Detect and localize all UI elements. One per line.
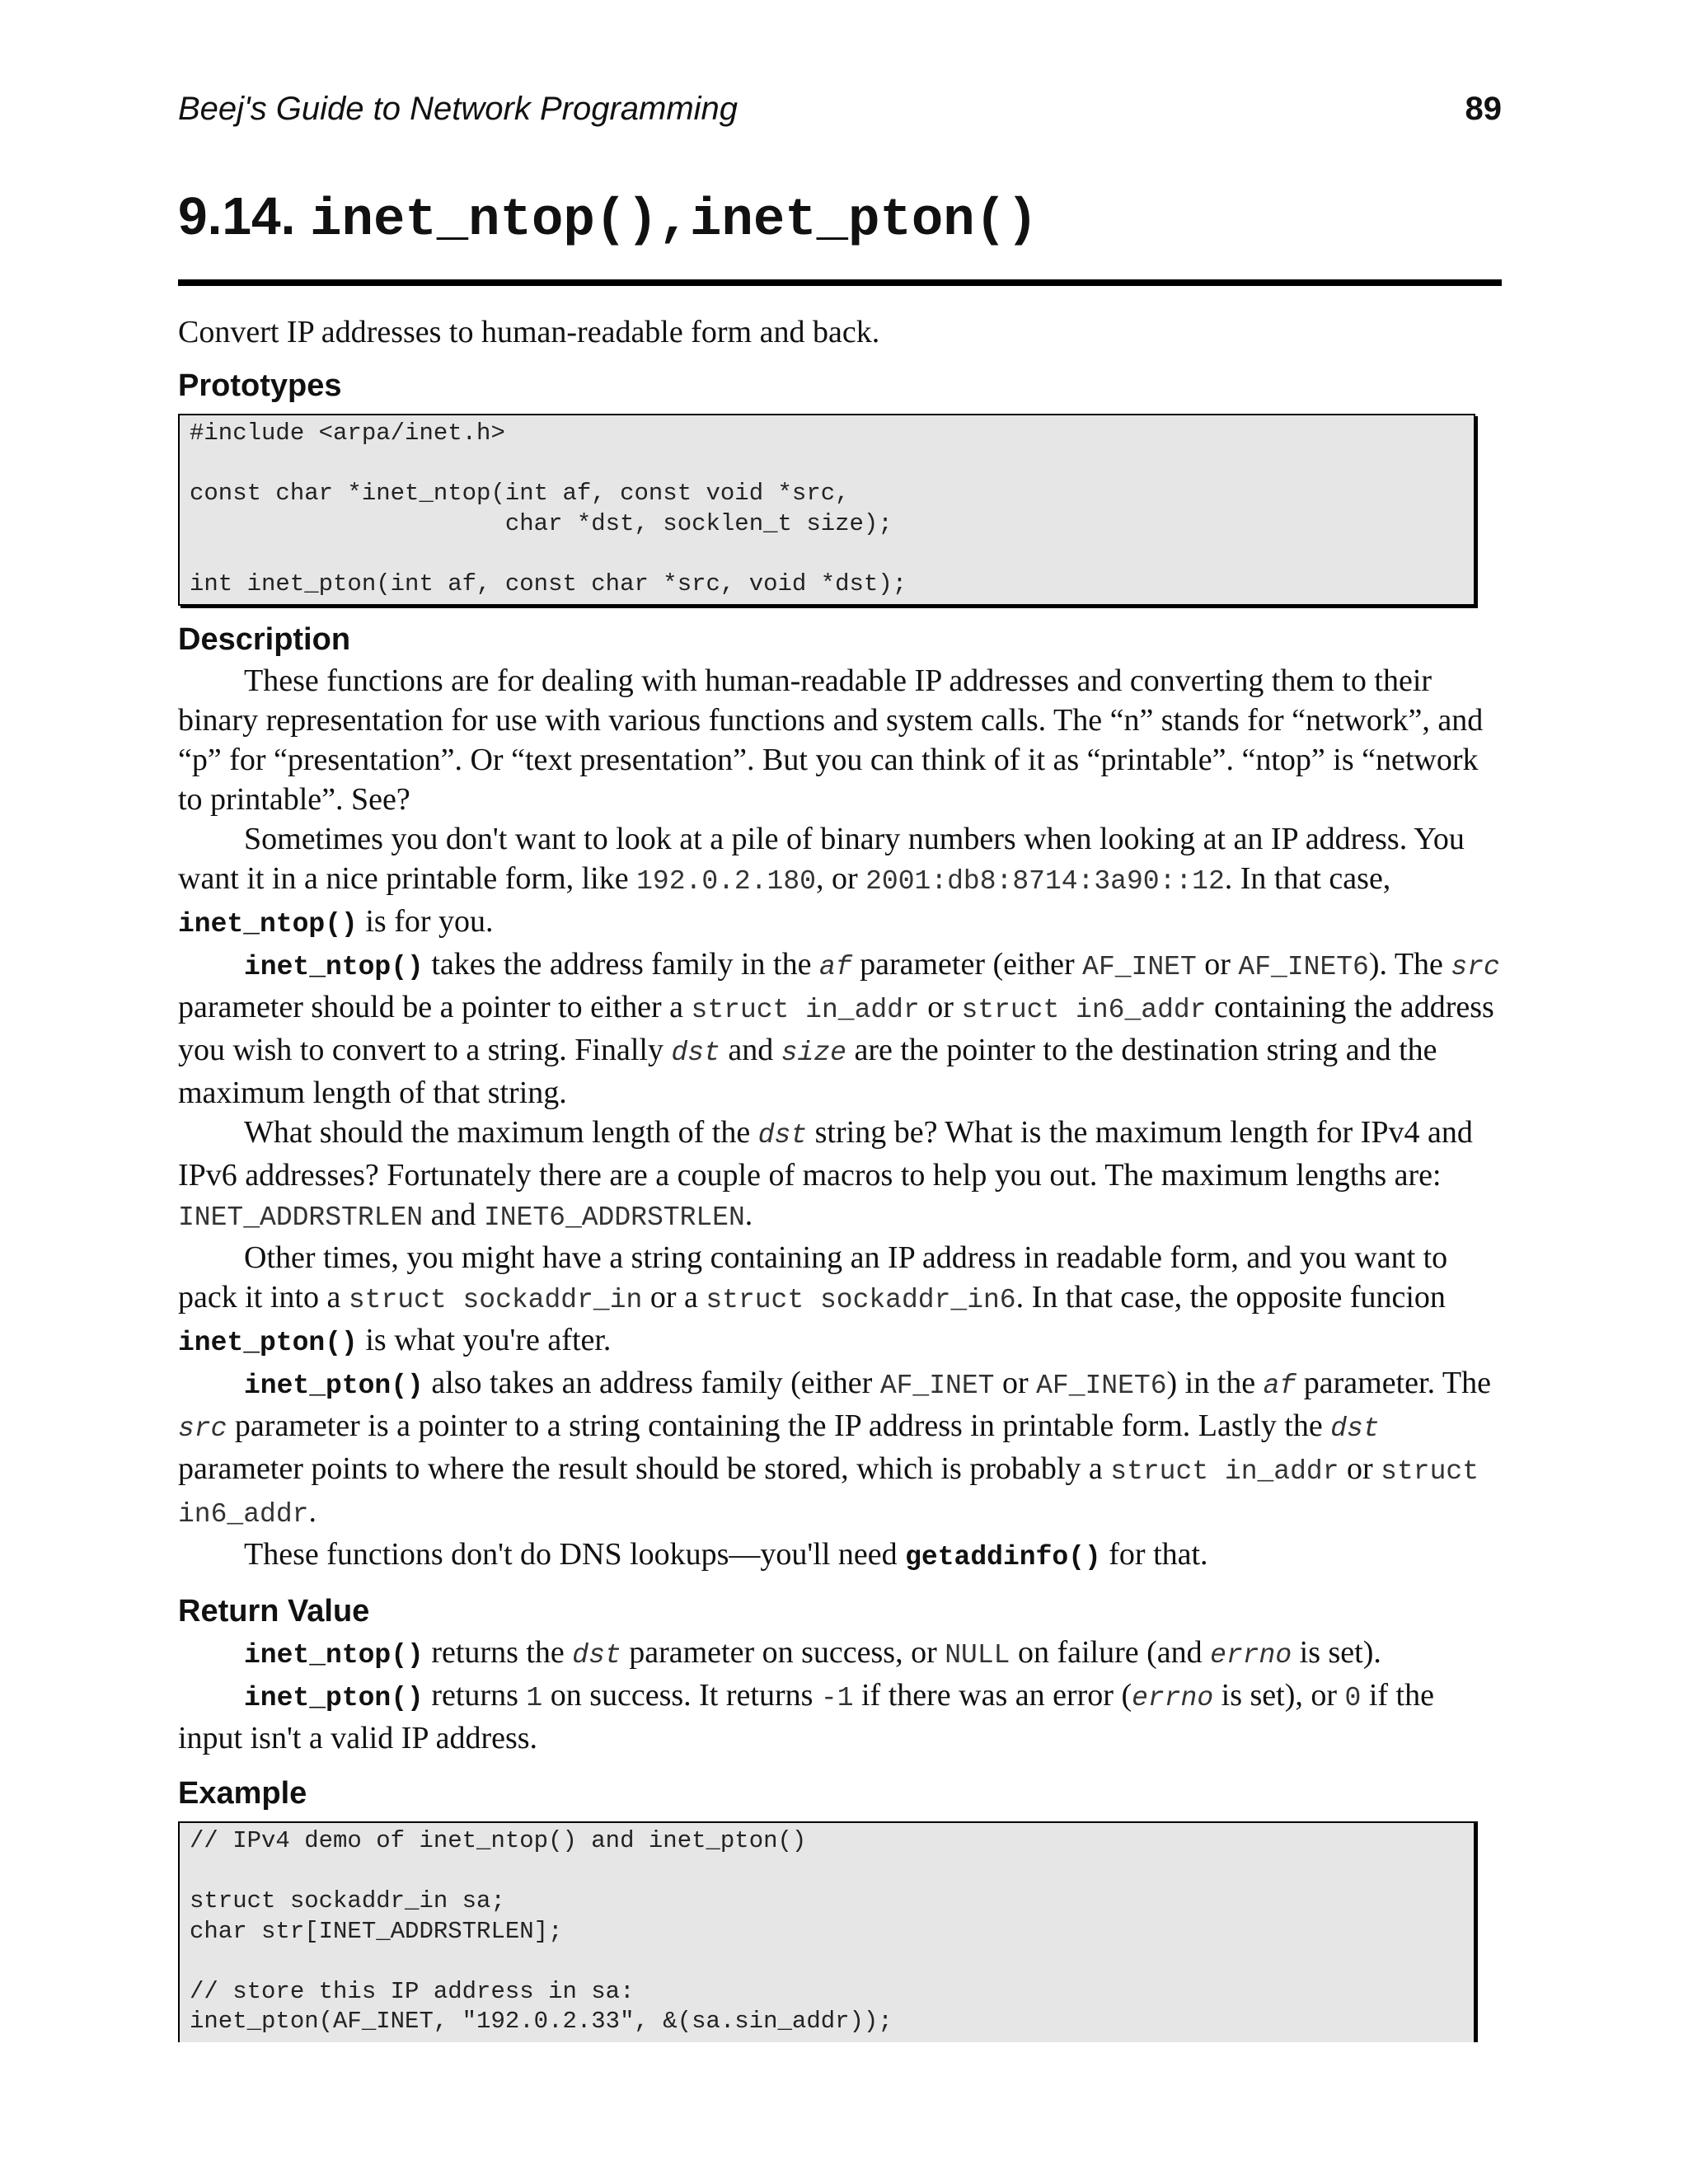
document-page <box>178 91 1502 2042</box>
parameter-name: af <box>1263 1371 1296 1402</box>
function-name: inet_pton() <box>244 1371 424 1402</box>
text-run: on failure (and <box>1010 1635 1211 1671</box>
section-summary: Convert IP addresses to human-readable form and back. <box>178 315 880 350</box>
text-run: parameter should be a pointer to either a <box>178 990 692 1025</box>
section-title-function-1: inet_ntop(), <box>310 191 690 251</box>
description-heading: Description <box>178 622 351 658</box>
paragraph <box>178 661 1502 819</box>
inline-code: -1 <box>820 1683 854 1714</box>
parameter-name: src <box>178 1413 227 1445</box>
inline-code: NULL <box>945 1640 1010 1671</box>
paragraph <box>178 1113 1502 1238</box>
inline-code: 192.0.2.180 <box>636 866 816 898</box>
paragraph <box>178 1535 1502 1577</box>
text-run: Other times, you might have a string containing an IP address in readable form, and you want to pack it into a <box>178 1240 1448 1315</box>
function-name: inet_pton() <box>244 1683 424 1714</box>
text-run: if the input isn't a valid IP address. <box>178 1678 1434 1756</box>
prototypes-code-block: #include <arpa/inet.h> const char *inet_ntop(int af, const void *src, char *dst, socklen_t size); int inet_pton(int af, const char *src, void *dst); <box>178 414 1475 606</box>
inline-code: struct in_addr <box>1110 1456 1339 1488</box>
text-run: are the pointer to the destination string and the maximum length of that string. <box>178 1033 1437 1111</box>
text-run: string be? What is the maximum length for IPv4 and IPv6 addresses? Fortunately there are a couple of macros to help you out. The maximum lengths are: <box>178 1115 1473 1193</box>
inline-code: 0 <box>1344 1683 1362 1714</box>
text-run: takes the address family in the <box>423 947 819 982</box>
function-name: inet_pton() <box>178 1328 358 1359</box>
text-run: ) in the <box>1166 1366 1264 1401</box>
page-number: 89 <box>1465 91 1502 127</box>
parameter-name: size <box>781 1038 846 1069</box>
parameter-name: dst <box>757 1120 808 1151</box>
text-run: or <box>1339 1451 1381 1487</box>
parameter-name: dst <box>671 1038 720 1069</box>
text-run: . <box>308 1494 316 1530</box>
paragraph <box>178 1675 1502 1758</box>
paragraph <box>178 1633 1502 1675</box>
parameter-name: dst <box>1330 1413 1380 1445</box>
text-run: ). The <box>1368 947 1451 982</box>
text-run: parameter. The <box>1296 1366 1491 1401</box>
text-run: parameter on success, or <box>621 1635 945 1671</box>
inline-code: AF_INET6 <box>1238 952 1369 983</box>
inline-code: struct in_addr <box>691 995 920 1026</box>
text-run: parameter (either <box>851 947 1083 982</box>
text-run: is set). <box>1292 1635 1381 1671</box>
paragraph <box>178 1363 1502 1535</box>
inline-code: struct sockaddr_in6 <box>706 1285 1016 1316</box>
section-number: 9.14. <box>178 186 296 246</box>
book-title: Beej's Guide to Network Programming <box>178 91 738 127</box>
text-run: is what you're after. <box>357 1323 612 1358</box>
text-run: or <box>919 990 962 1025</box>
function-name: getaddinfo() <box>905 1542 1101 1573</box>
function-name: inet_ntop() <box>178 909 358 940</box>
inline-code: AF_INET <box>879 1371 995 1402</box>
inline-code: struct in6_addr <box>961 995 1207 1026</box>
inline-code: 1 <box>526 1683 543 1714</box>
return-value-heading: Return Value <box>178 1594 370 1629</box>
inline-code: AF_INET <box>1082 952 1197 983</box>
inline-code: 2001:db8:8714:3a90::12 <box>865 866 1225 898</box>
text-run: returns <box>423 1678 527 1713</box>
text-run: What should the maximum length of the <box>244 1115 758 1151</box>
example-code-block: // IPv4 demo of inet_ntop() and inet_pton() struct sockaddr_in sa; char str[INET_ADDRSTRLEN]; // store this IP address in sa: inet_pton(AF_INET, "192.0.2.33", &(sa.sin_addr)); <box>178 1821 1475 2042</box>
paragraph <box>178 1238 1502 1363</box>
inline-code: struct sockaddr_in <box>348 1285 643 1316</box>
text-run: . In that case, <box>1224 861 1391 897</box>
description-body <box>178 661 1502 1577</box>
text-run: Sometimes you don't want to look at a pile of binary numbers when looking at an IP address. You want it in a nice printable form, like <box>178 822 1465 897</box>
text-run: and <box>720 1033 781 1068</box>
parameter-name: src <box>1451 952 1500 983</box>
inline-code: struct in6_addr <box>178 1456 1479 1530</box>
return-value-body <box>178 1633 1502 1758</box>
text-run: . <box>744 1197 753 1233</box>
example-heading: Example <box>178 1776 307 1811</box>
section-title <box>178 187 1502 250</box>
text-run: These functions don't do DNS lookups—you'll need <box>244 1537 906 1572</box>
paragraph <box>178 819 1502 944</box>
text-run: is set), or <box>1213 1678 1345 1713</box>
text-run: if there was an error ( <box>853 1678 1132 1713</box>
text-run: is for you. <box>357 904 494 940</box>
inline-code: INET_ADDRSTRLEN <box>178 1202 424 1234</box>
text-run: also takes an address family (either <box>423 1366 880 1401</box>
section-title-function-2: inet_pton() <box>690 191 1039 251</box>
text-run: and <box>423 1197 484 1233</box>
text-run: or <box>994 1366 1037 1401</box>
text-run: These functions are for dealing with human-readable IP addresses and converting them to their binary representation for use with various functions and system calls. The “n” stands for “network”, and “p” for “presentation”. Or “text presentation”. But you can think of it as “printable”. “ntop” is “network to printable”. See? <box>178 663 1484 818</box>
text-run: or <box>1196 947 1239 982</box>
text-run: containing the address you wish to convert to a string. Finally <box>178 990 1494 1068</box>
text-run: parameter points to where the result should be stored, which is probably a <box>178 1451 1111 1487</box>
text-run: or a <box>642 1280 706 1315</box>
parameter-name: dst <box>572 1640 621 1671</box>
parameter-name: af <box>818 952 852 983</box>
parameter-name: errno <box>1132 1683 1214 1714</box>
parameter-name: errno <box>1210 1640 1292 1671</box>
text-run: on success. It returns <box>542 1678 821 1713</box>
text-run: returns the <box>423 1635 573 1671</box>
inline-code: INET6_ADDRSTRLEN <box>483 1202 745 1234</box>
text-run: for that. <box>1100 1537 1208 1572</box>
inline-code: AF_INET6 <box>1036 1371 1167 1402</box>
function-name: inet_ntop() <box>244 1640 424 1671</box>
text-run: , or <box>815 861 866 897</box>
paragraph <box>178 944 1502 1113</box>
text-run: parameter is a pointer to a string containing the IP address in printable form. Lastly the <box>227 1408 1331 1444</box>
function-name: inet_ntop() <box>244 952 424 983</box>
prototypes-heading: Prototypes <box>178 368 342 404</box>
title-rule <box>178 279 1502 286</box>
running-header <box>178 91 1502 128</box>
text-run: . In that case, the opposite funcion <box>1015 1280 1446 1315</box>
